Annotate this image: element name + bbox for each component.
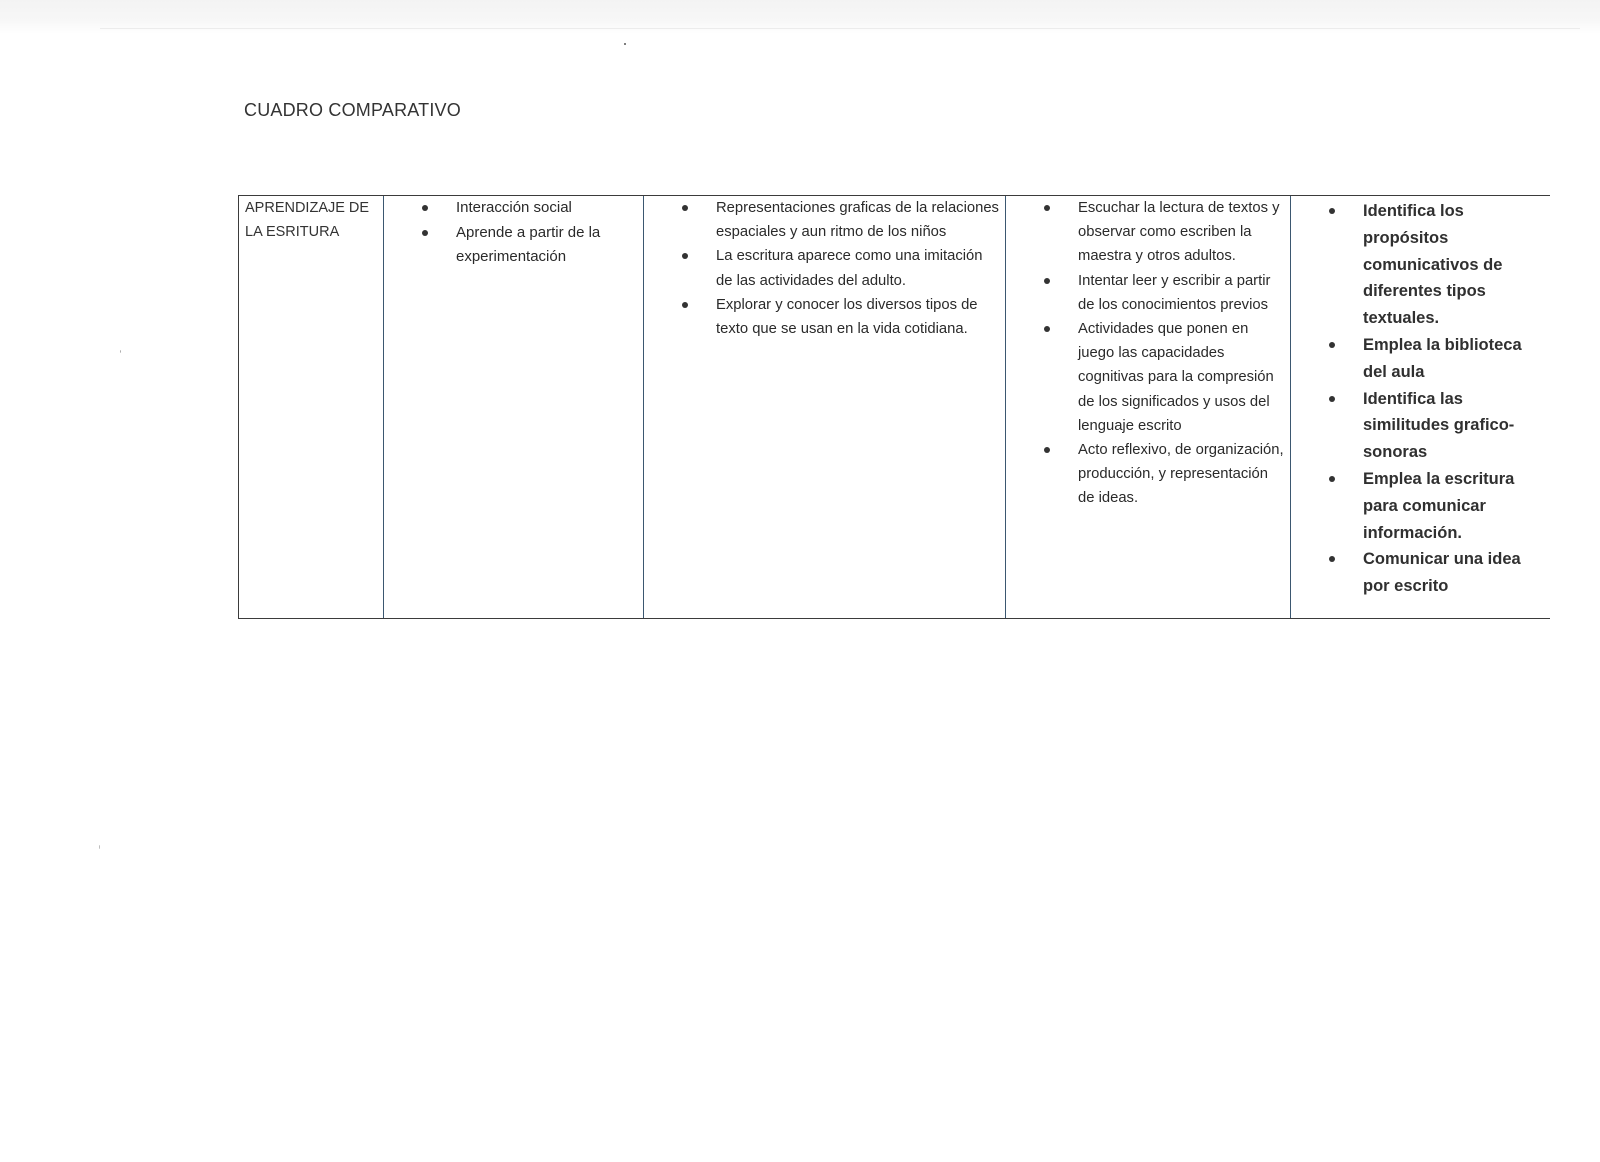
bullet-icon [1329,342,1335,348]
list-item: Representaciones graficas de la relaciones espaciales y aun ritmo de los niños [680,196,1000,244]
bullet-icon [1044,447,1050,453]
comparison-table [238,195,1550,619]
list-item: Identifica las similitudes grafico-sonoras [1327,386,1547,466]
table-cell-column-4 [1291,196,1551,618]
scan-speck [624,43,626,45]
list-item: Emplea la biblioteca del aula [1327,332,1547,386]
bullet-icon [1329,208,1335,214]
list-item: Acto reflexivo, de organización, producción, y representación de ideas. [1042,438,1287,511]
bullet-icon [1329,396,1335,402]
list-item: Interacción social [420,196,640,221]
bullet-icon [422,205,428,211]
bullet-icon [682,205,688,211]
list-item: Escuchar la lectura de textos y observar como escriben la maestra y otros adultos. [1042,196,1287,269]
list-item: Comunicar una idea por escrito [1327,546,1547,600]
bullet-list [420,196,640,270]
list-item: Aprende a partir de la experimentación [420,221,640,270]
list-item: Identifica los propósitos comunicativos de diferentes tipos textuales. [1327,198,1547,332]
bullet-icon [1044,326,1050,332]
list-item: Intentar leer y escribir a partir de los conocimientos previos [1042,269,1287,317]
bullet-icon [1329,556,1335,562]
bullet-icon [682,302,688,308]
list-item: Emplea la escritura para comunicar información. [1327,466,1547,546]
page-title: CUADRO COMPARATIVO [244,100,461,120]
bullet-icon [682,253,688,259]
bullet-list [1327,198,1547,600]
table-cell-column-2 [644,196,1006,618]
scan-edge-line [100,28,1580,29]
table-cell-column-1 [384,196,644,618]
table-cell-column-3 [1006,196,1291,618]
bullet-list [1042,196,1287,511]
list-item: Actividades que ponen en juego las capacidades cognitivas para la compresión de los significados y usos del lenguaje escrito [1042,317,1287,438]
scan-speck [120,350,121,353]
bullet-list [680,196,1000,341]
list-item: La escritura aparece como una imitación de las actividades del adulto. [680,244,1000,292]
row-header-label: APRENDIZAJE DE LA ESRITURA [245,200,370,240]
bullet-icon [1044,205,1050,211]
row-header-cell [239,196,384,618]
bullet-icon [422,230,428,236]
bullet-icon [1044,278,1050,284]
scan-speck [99,845,100,849]
list-item: Explorar y conocer los diversos tipos de texto que se usan en la vida cotidiana. [680,293,1000,341]
bullet-icon [1329,476,1335,482]
